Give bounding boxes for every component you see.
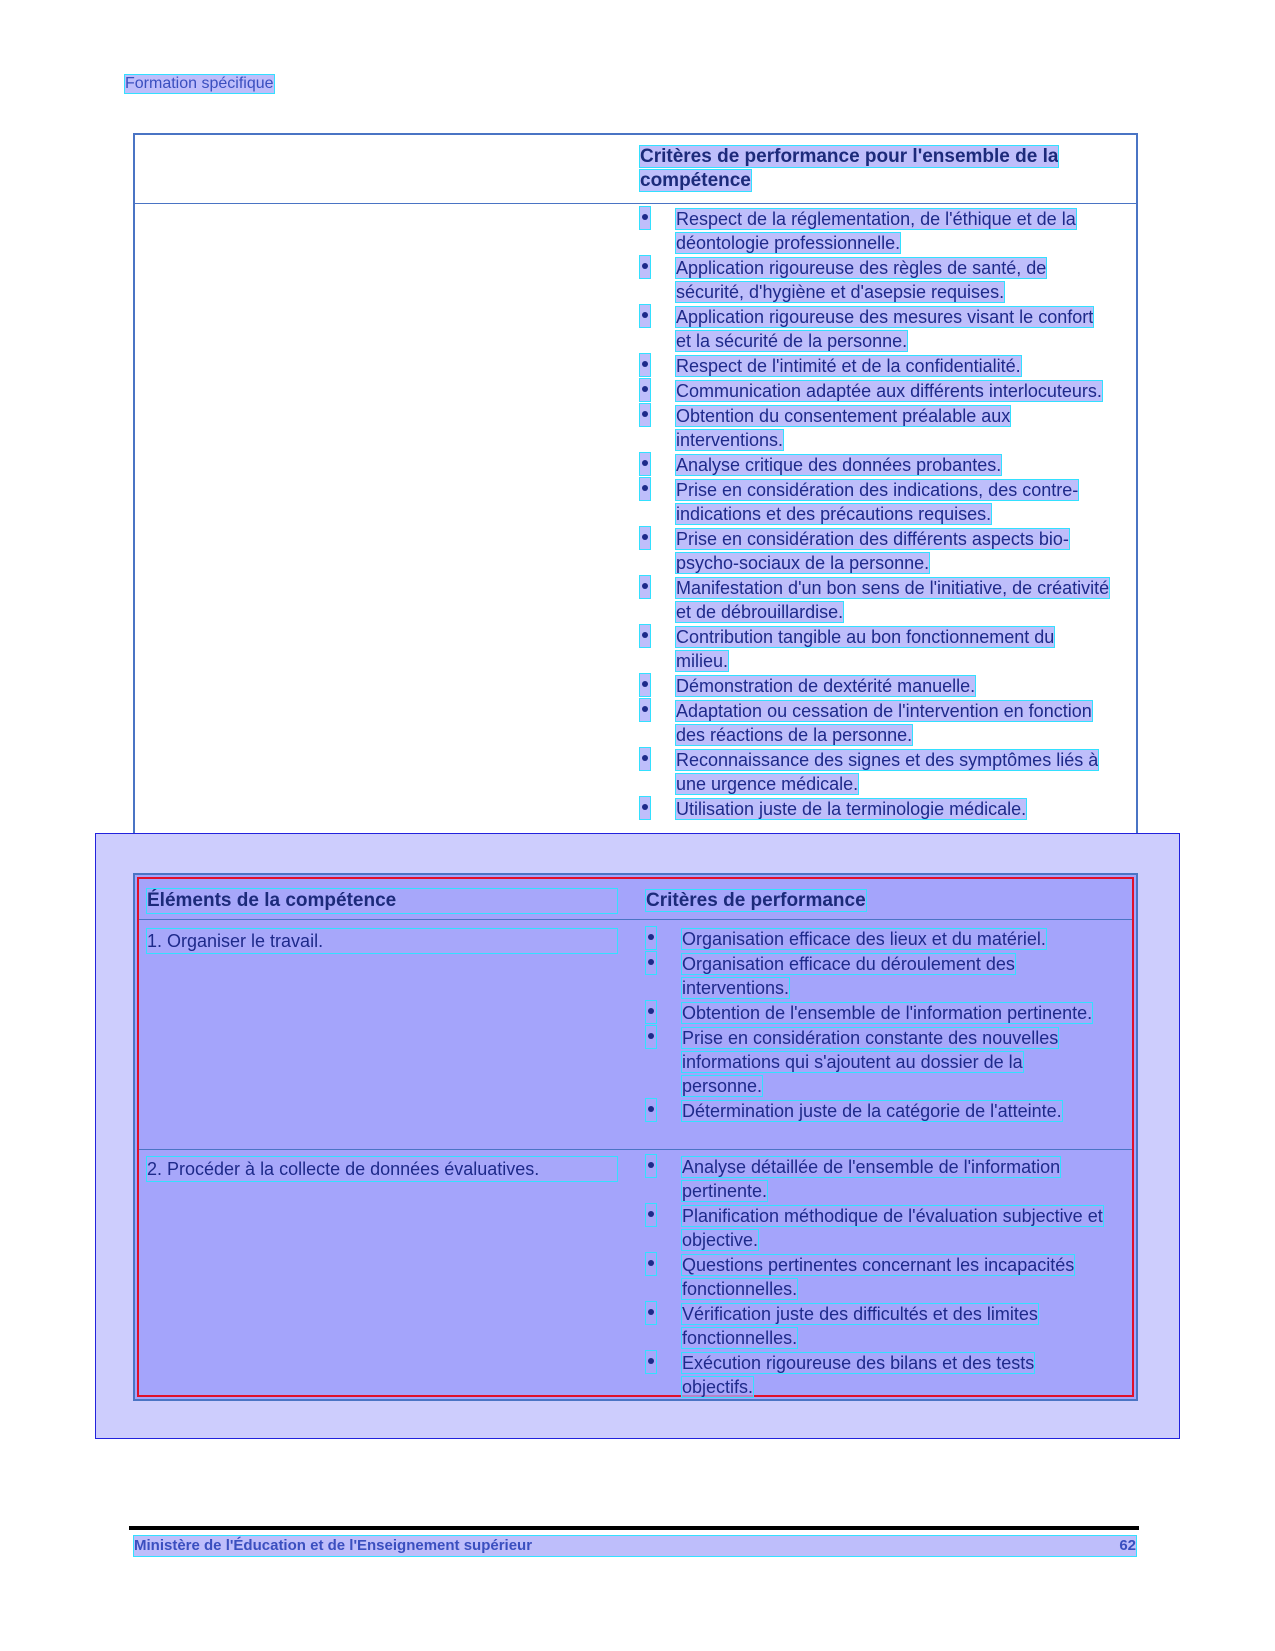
- page-number: 62: [1119, 1537, 1136, 1554]
- bullet-icon: [640, 527, 650, 549]
- criterion-item: [640, 797, 1110, 821]
- bullet-icon: [640, 256, 650, 278]
- bullet-icon: [640, 305, 650, 327]
- bullet-icon: [640, 576, 650, 598]
- bullet-icon: [646, 1302, 656, 1324]
- criterion-text: Planification méthodique de l'évaluation subjective et objective.: [682, 1206, 1103, 1250]
- criterion-text: Prise en considération constante des nouvelles informations qui s'ajoutent au dossier de la personne.: [682, 1028, 1059, 1096]
- criteria-heading: Critères de performance: [646, 890, 866, 911]
- section-title: Formation spécifique: [125, 75, 274, 92]
- bullet-icon: [640, 453, 650, 475]
- criterion-item: [646, 927, 1106, 951]
- element-2: 2. Procéder à la collecte de données évaluatives.: [147, 1157, 617, 1181]
- criterion-text: Contribution tangible au bon fonctionnement du milieu.: [676, 627, 1055, 671]
- criterion-item: [640, 478, 1110, 526]
- criterion-item: [640, 256, 1110, 304]
- row-divider: [139, 919, 1132, 920]
- bullet-icon: [640, 379, 650, 401]
- bullet-icon: [646, 1351, 656, 1373]
- bullet-icon: [646, 1204, 656, 1226]
- overall-criteria-list: [640, 207, 1110, 822]
- bullet-icon: [646, 952, 656, 974]
- criterion-item: [640, 527, 1110, 575]
- bullet-icon: [646, 1001, 656, 1023]
- criterion-item: [646, 1099, 1106, 1123]
- bullet-icon: [640, 625, 650, 647]
- criterion-text: Analyse détaillée de l'ensemble de l'information pertinente.: [682, 1157, 1061, 1201]
- criterion-item: [640, 748, 1110, 796]
- criterion-item: [640, 453, 1110, 477]
- criterion-item: [646, 1001, 1106, 1025]
- criterion-item: [640, 625, 1110, 673]
- bullet-icon: [640, 354, 650, 376]
- bullet-icon: [640, 404, 650, 426]
- criterion-item: [646, 1253, 1106, 1301]
- criterion-item: [646, 1351, 1106, 1399]
- criterion-text: Communication adaptée aux différents interlocuteurs.: [676, 381, 1102, 401]
- criterion-text: Obtention de l'ensemble de l'information pertinente.: [682, 1003, 1093, 1023]
- element-1: 1. Organiser le travail.: [147, 929, 617, 953]
- criterion-item: [640, 354, 1110, 378]
- criterion-text: Détermination juste de la catégorie de l'atteinte.: [682, 1101, 1062, 1121]
- footer: [134, 1536, 1136, 1556]
- element-2-criteria: [646, 1155, 1106, 1400]
- footer-publisher: Ministère de l'Éducation et de l'Enseignement supérieur: [134, 1537, 533, 1554]
- criterion-text: Questions pertinentes concernant les incapacités fonctionnelles.: [682, 1255, 1075, 1299]
- criterion-text: Respect de l'intimité et de la confidentialité.: [676, 356, 1021, 376]
- element-1-criteria: [646, 927, 1106, 1124]
- criterion-text: Organisation efficace des lieux et du matériel.: [682, 929, 1046, 949]
- criterion-item: [640, 305, 1110, 353]
- bullet-icon: [640, 797, 650, 819]
- criterion-item: [646, 1026, 1106, 1098]
- criterion-text: Respect de la réglementation, de l'éthique et de la déontologie professionnelle.: [676, 209, 1076, 253]
- criterion-text: Exécution rigoureuse des bilans et des tests objectifs.: [682, 1353, 1035, 1397]
- criterion-text: Vérification juste des difficultés et des limites fonctionnelles.: [682, 1304, 1038, 1348]
- row-divider: [139, 1149, 1132, 1150]
- criterion-text: Analyse critique des données probantes.: [676, 455, 1002, 475]
- criterion-item: [640, 576, 1110, 624]
- bullet-icon: [646, 927, 656, 949]
- criterion-text: Obtention du consentement préalable aux interventions.: [676, 406, 1011, 450]
- criterion-item: [646, 1155, 1106, 1203]
- bullet-icon: [640, 207, 650, 229]
- criterion-item: [640, 699, 1110, 747]
- criterion-text: Prise en considération des indications, des contre-indications et des précautions requises.: [676, 480, 1079, 524]
- bullet-icon: [640, 748, 650, 770]
- bullet-icon: [640, 699, 650, 721]
- criterion-item: [646, 1302, 1106, 1350]
- bullet-icon: [646, 1099, 656, 1121]
- bullet-icon: [646, 1026, 656, 1048]
- overall-criteria-heading: Critères de performance pour l'ensemble de la compétence: [640, 146, 1059, 191]
- criterion-item: [640, 379, 1110, 403]
- bullet-icon: [646, 1253, 656, 1275]
- criterion-text: Utilisation juste de la terminologie médicale.: [676, 799, 1027, 819]
- criterion-text: Adaptation ou cessation de l'intervention en fonction des réactions de la personne.: [676, 701, 1092, 745]
- competence-elements-table: [133, 873, 1138, 1401]
- criterion-item: [640, 404, 1110, 452]
- criterion-text: Reconnaissance des signes et des symptômes liés à une urgence médicale.: [676, 750, 1099, 794]
- footer-rule: [129, 1526, 1139, 1530]
- elements-heading: Éléments de la compétence: [147, 889, 617, 913]
- criterion-item: [646, 1204, 1106, 1252]
- criterion-item: [640, 674, 1110, 698]
- bullet-icon: [646, 1155, 656, 1177]
- criterion-text: Application rigoureuse des règles de santé, de sécurité, d'hygiène et d'asepsie requises.: [676, 258, 1047, 302]
- table-selection-outline: [137, 877, 1134, 1397]
- criterion-text: Application rigoureuse des mesures visant le confort et la sécurité de la personne.: [676, 307, 1094, 351]
- criterion-item: [640, 207, 1110, 255]
- criteria-overall-table: [133, 133, 1138, 845]
- criterion-text: Démonstration de dextérité manuelle.: [676, 676, 976, 696]
- criterion-text: Manifestation d'un bon sens de l'initiative, de créativité et de débrouillardise.: [676, 578, 1110, 622]
- criterion-item: [646, 952, 1106, 1000]
- bullet-icon: [640, 478, 650, 500]
- criterion-text: Organisation efficace du déroulement des interventions.: [682, 954, 1015, 998]
- bullet-icon: [640, 674, 650, 696]
- criterion-text: Prise en considération des différents aspects bio-psycho-sociaux de la personne.: [676, 529, 1069, 573]
